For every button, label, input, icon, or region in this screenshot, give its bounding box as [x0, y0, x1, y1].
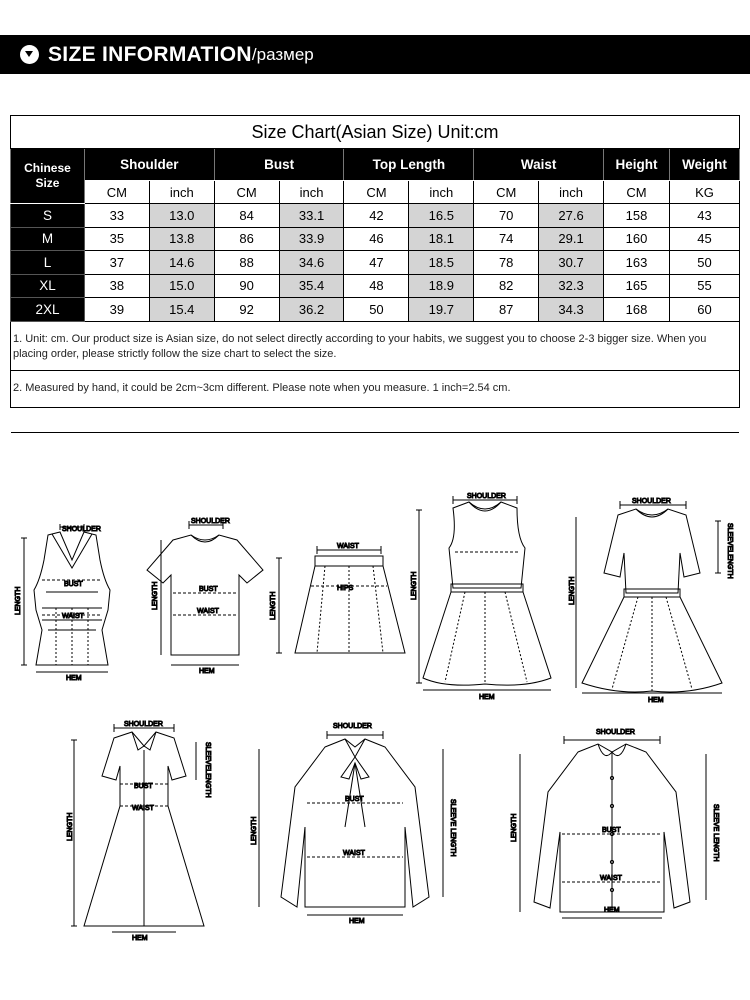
table-cell: 15.0	[149, 274, 214, 298]
unit-header: CM	[214, 181, 279, 204]
column-group-header: Top Length	[344, 149, 474, 181]
unit-header: CM	[84, 181, 149, 204]
table-cell: 37	[84, 251, 149, 275]
shoulder-label: SHOULDER	[632, 498, 671, 505]
table-cell: 163	[604, 251, 670, 275]
table-cell: 34.6	[279, 251, 344, 275]
table-cell: 92	[214, 298, 279, 322]
sleeve-length-label: SLEEVE LENGTH	[449, 799, 456, 857]
table-cell: 70	[474, 204, 539, 228]
table-cell: 45	[669, 227, 739, 251]
waist-label: WAIST	[343, 850, 365, 857]
sleeve-length-label: SLEEVELENGTH	[204, 742, 211, 798]
bust-label: BUST	[199, 586, 218, 593]
table-cell: 50	[344, 298, 409, 322]
table-cell: 35	[84, 227, 149, 251]
table-cell: 39	[84, 298, 149, 322]
shoulder-label: SHOULDER	[467, 493, 506, 500]
table-cell: 50	[669, 251, 739, 275]
table-row	[11, 274, 740, 298]
unit-header: KG	[669, 181, 739, 204]
note-unit: 1. Unit: cm. Our product size is Asian size, do not select directly according to your habits, we suggest you to choose 2-3 bigger size. When you placing order, please strictly follow the size chart to select the size.	[13, 333, 707, 360]
waist-label: WAIST	[197, 608, 219, 615]
section-banner	[0, 35, 750, 74]
hem-label: HEM	[199, 668, 215, 675]
shoulder-label: SHOULDER	[62, 526, 101, 533]
length-label: LENGTH	[511, 813, 518, 842]
column-group-header: Weight	[669, 149, 739, 181]
unit-header: inch	[409, 181, 474, 204]
table-cell: 14.6	[149, 251, 214, 275]
table-cell: 19.7	[409, 298, 474, 322]
length-label: LENGTH	[569, 576, 576, 605]
table-row	[11, 298, 740, 322]
size-label: L	[11, 251, 85, 275]
shoulder-label: SHOULDER	[124, 721, 163, 728]
waist-label: WAIST	[337, 543, 359, 550]
hem-label: HEM	[66, 675, 82, 682]
skirt-diagram	[265, 538, 410, 663]
note-measure: 2. Measured by hand, it could be 2cm~3cm different. Please note when you measure. 1 inch=2.54 cm.	[13, 382, 511, 394]
table-cell: 60	[669, 298, 739, 322]
table-cell: 36.2	[279, 298, 344, 322]
table-cell: 32.3	[539, 274, 604, 298]
v-neck-camisole-diagram	[12, 520, 132, 685]
length-label: LENGTH	[411, 571, 418, 600]
table-cell: 18.1	[409, 227, 474, 251]
hem-label: HEM	[604, 907, 620, 914]
table-cell: 33	[84, 204, 149, 228]
table-cell: 47	[344, 251, 409, 275]
shoulder-label: SHOULDER	[596, 729, 635, 736]
unit-header: CM	[604, 181, 670, 204]
table-cell: 160	[604, 227, 670, 251]
table-cell: 88	[214, 251, 279, 275]
column-group-header: Height	[604, 149, 670, 181]
unit-header: inch	[279, 181, 344, 204]
size-label: 2XL	[11, 298, 85, 322]
hem-label: HEM	[479, 694, 495, 701]
bust-label: BUST	[134, 783, 153, 790]
table-cell: 18.5	[409, 251, 474, 275]
size-label: M	[11, 227, 85, 251]
table-cell: 55	[669, 274, 739, 298]
table-cell: 33.1	[279, 204, 344, 228]
size-header: Chinese Size	[11, 149, 85, 204]
size-label: XL	[11, 274, 85, 298]
length-label: LENGTH	[270, 591, 277, 620]
table-row	[11, 227, 740, 251]
table-cell: 29.1	[539, 227, 604, 251]
table-cell: 13.0	[149, 204, 214, 228]
table-cell: 42	[344, 204, 409, 228]
bust-label: BUST	[602, 827, 621, 834]
length-label: LENGTH	[15, 586, 22, 615]
table-cell: 165	[604, 274, 670, 298]
table-cell: 16.5	[409, 204, 474, 228]
tshirt-diagram	[143, 515, 268, 680]
waist-label: WAIST	[62, 613, 84, 620]
shirt-dress-diagram	[62, 716, 227, 946]
table-row	[11, 251, 740, 275]
length-label: LENGTH	[152, 581, 159, 610]
unit-header: inch	[149, 181, 214, 204]
table-cell: 15.4	[149, 298, 214, 322]
table-cell: 87	[474, 298, 539, 322]
table-cell: 34.3	[539, 298, 604, 322]
table-cell: 27.6	[539, 204, 604, 228]
table-cell: 48	[344, 274, 409, 298]
unit-header: CM	[344, 181, 409, 204]
table-cell: 18.9	[409, 274, 474, 298]
hem-label: HEM	[349, 918, 365, 925]
column-group-header: Waist	[474, 149, 604, 181]
table-cell: 78	[474, 251, 539, 275]
table-cell: 33.9	[279, 227, 344, 251]
table-cell: 82	[474, 274, 539, 298]
table-cell: 84	[214, 204, 279, 228]
banner-subtitle: /размер	[251, 44, 314, 64]
hem-label: HEM	[648, 697, 664, 704]
size-chart	[10, 115, 740, 408]
table-cell: 90	[214, 274, 279, 298]
size-table	[10, 115, 740, 322]
shoulder-label: SHOULDER	[191, 518, 230, 525]
table-row	[11, 204, 740, 228]
shoulder-label: SHOULDER	[333, 723, 372, 730]
sleeve-length-label: SLEEVELENGTH	[726, 523, 733, 579]
unit-header: inch	[539, 181, 604, 204]
short-sleeve-dress-diagram	[568, 493, 738, 708]
length-label: LENGTH	[251, 816, 258, 845]
waist-label: WAIST	[600, 875, 622, 882]
table-cell: 86	[214, 227, 279, 251]
table-cell: 74	[474, 227, 539, 251]
length-label: LENGTH	[67, 812, 74, 841]
column-group-header: Bust	[214, 149, 344, 181]
hips-label: HIPS	[337, 585, 354, 592]
table-cell: 38	[84, 274, 149, 298]
button-shirt-diagram	[500, 722, 730, 922]
table-cell: 30.7	[539, 251, 604, 275]
unit-header: CM	[474, 181, 539, 204]
hem-label: HEM	[132, 935, 148, 942]
sleeveless-dress-diagram	[405, 488, 565, 703]
chevron-down-circle-icon	[20, 45, 39, 64]
chart-caption: Size Chart(Asian Size) Unit:cm	[11, 116, 740, 149]
table-cell: 35.4	[279, 274, 344, 298]
table-cell: 168	[604, 298, 670, 322]
column-group-header: Shoulder	[84, 149, 214, 181]
table-cell: 13.8	[149, 227, 214, 251]
waist-label: WAIST	[132, 805, 154, 812]
sleeve-length-label: SLEEVE LENGTH	[712, 804, 719, 862]
banner-title: SIZE INFORMATION	[48, 42, 252, 66]
size-label: S	[11, 204, 85, 228]
table-cell: 46	[344, 227, 409, 251]
bust-label: BUST	[345, 796, 364, 803]
table-cell: 43	[669, 204, 739, 228]
bust-label: BUST	[64, 581, 83, 588]
bow-blouse-diagram	[245, 717, 470, 927]
table-cell: 158	[604, 204, 670, 228]
